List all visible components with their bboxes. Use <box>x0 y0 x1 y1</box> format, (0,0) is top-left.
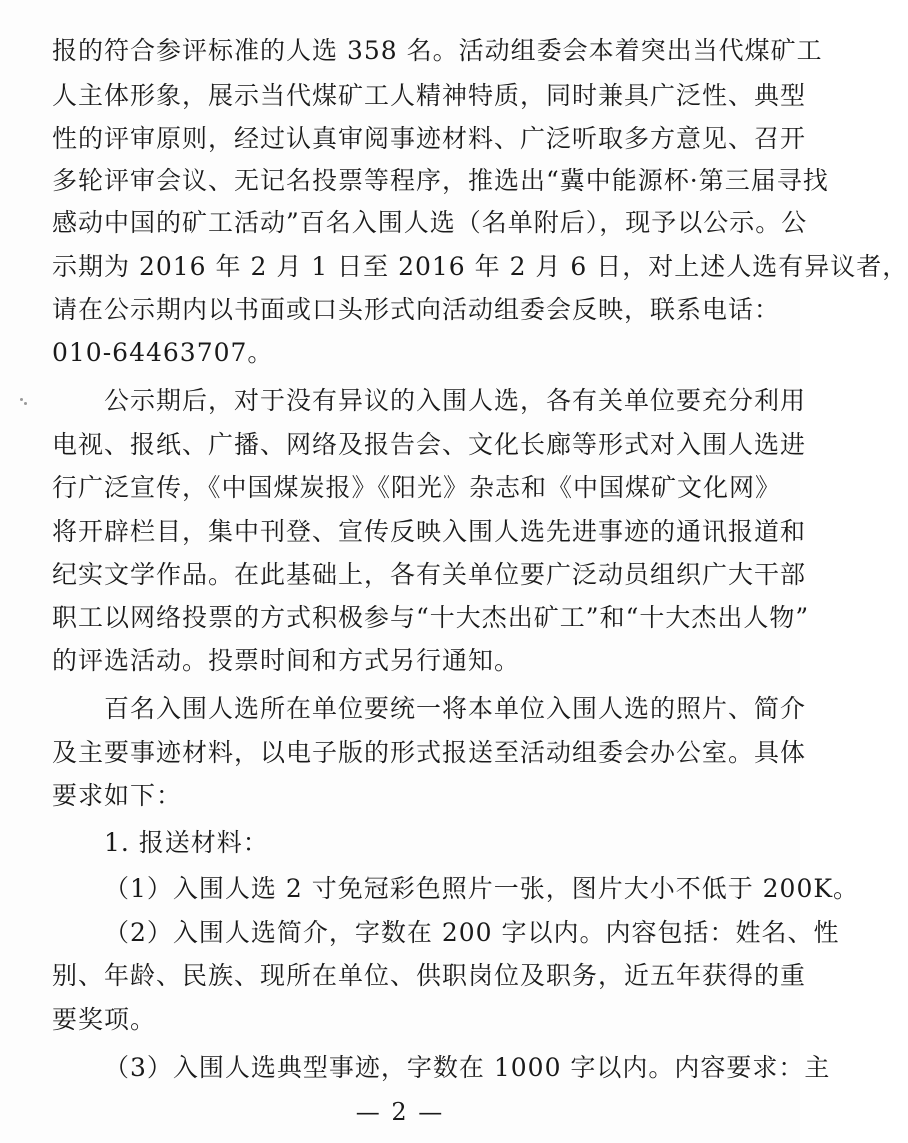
scan-speck <box>24 402 27 405</box>
list-item: （3）入围人选典型事迹，字数在 1000 字以内。内容要求：主 <box>104 1053 831 1082</box>
page-number: — 2 — <box>355 1098 445 1126</box>
text-line: 010-64463707。 <box>52 338 274 367</box>
text-line: 将开辟栏目，集中刊登、宣传反映入围人选先进事迹的通讯报道和 <box>52 517 807 546</box>
text-line: 的评选活动。投票时间和方式另行通知。 <box>52 646 521 675</box>
text-line: 纪实文学作品。在此基础上，各有关单位要广泛动员组织广大干部 <box>52 560 807 589</box>
text-line: 报的符合参评标准的人选 358 名。活动组委会本着突出当代煤矿工 <box>52 36 823 65</box>
text-line: 及主要事迹材料，以电子版的形式报送至活动组委会办公室。具体 <box>52 738 807 767</box>
text-line: 行广泛宣传，《中国煤炭报》《阳光》杂志和《中国煤矿文化网》 <box>52 473 782 502</box>
text-line: 多轮评审会议、无记名投票等程序，推选出“冀中能源杯·第三届寻找 <box>52 166 829 195</box>
section-heading: 1. 报送材料： <box>104 828 269 857</box>
text-line: 要求如下： <box>52 781 183 810</box>
text-line: 感动中国的矿工活动”百名入围人选（名单附后），现予以公示。公 <box>52 208 808 237</box>
text-line: 请在公示期内以书面或口头形式向活动组委会反映，联系电话： <box>52 295 781 324</box>
scan-speck <box>20 398 23 401</box>
text-line: 要奖项。 <box>52 1005 157 1034</box>
list-item: （2）入围人选简介，字数在 200 字以内。内容包括：姓名、性 <box>104 918 840 947</box>
text-line: 示期为 2016 年 2 月 1 日至 2016 年 2 月 6 日，对上述人选有异议者， <box>52 252 908 281</box>
text-line: 别、年龄、民族、现所在单位、供职岗位及职务，近五年获得的重 <box>52 961 807 990</box>
text-line: 人主体形象，展示当代煤矿工人精神特质，同时兼具广泛性、典型 <box>52 81 807 110</box>
paragraph-start-line: 公示期后，对于没有异议的入围人选，各有关单位要充分利用 <box>104 386 807 415</box>
text-line: 性的评审原则，经过认真审阅事迹材料、广泛听取多方意见、召开 <box>52 124 807 153</box>
text-line: 电视、报纸、广播、网络及报告会、文化长廊等形式对入围人选进 <box>52 430 807 459</box>
paragraph-start-line: 百名入围人选所在单位要统一将本单位入围人选的照片、简介 <box>104 694 807 723</box>
list-item: （1）入围人选 2 寸免冠彩色照片一张，图片大小不低于 200K。 <box>104 874 860 903</box>
text-line: 职工以网络投票的方式积极参与“十大杰出矿工”和“十大杰出人物” <box>52 603 810 632</box>
